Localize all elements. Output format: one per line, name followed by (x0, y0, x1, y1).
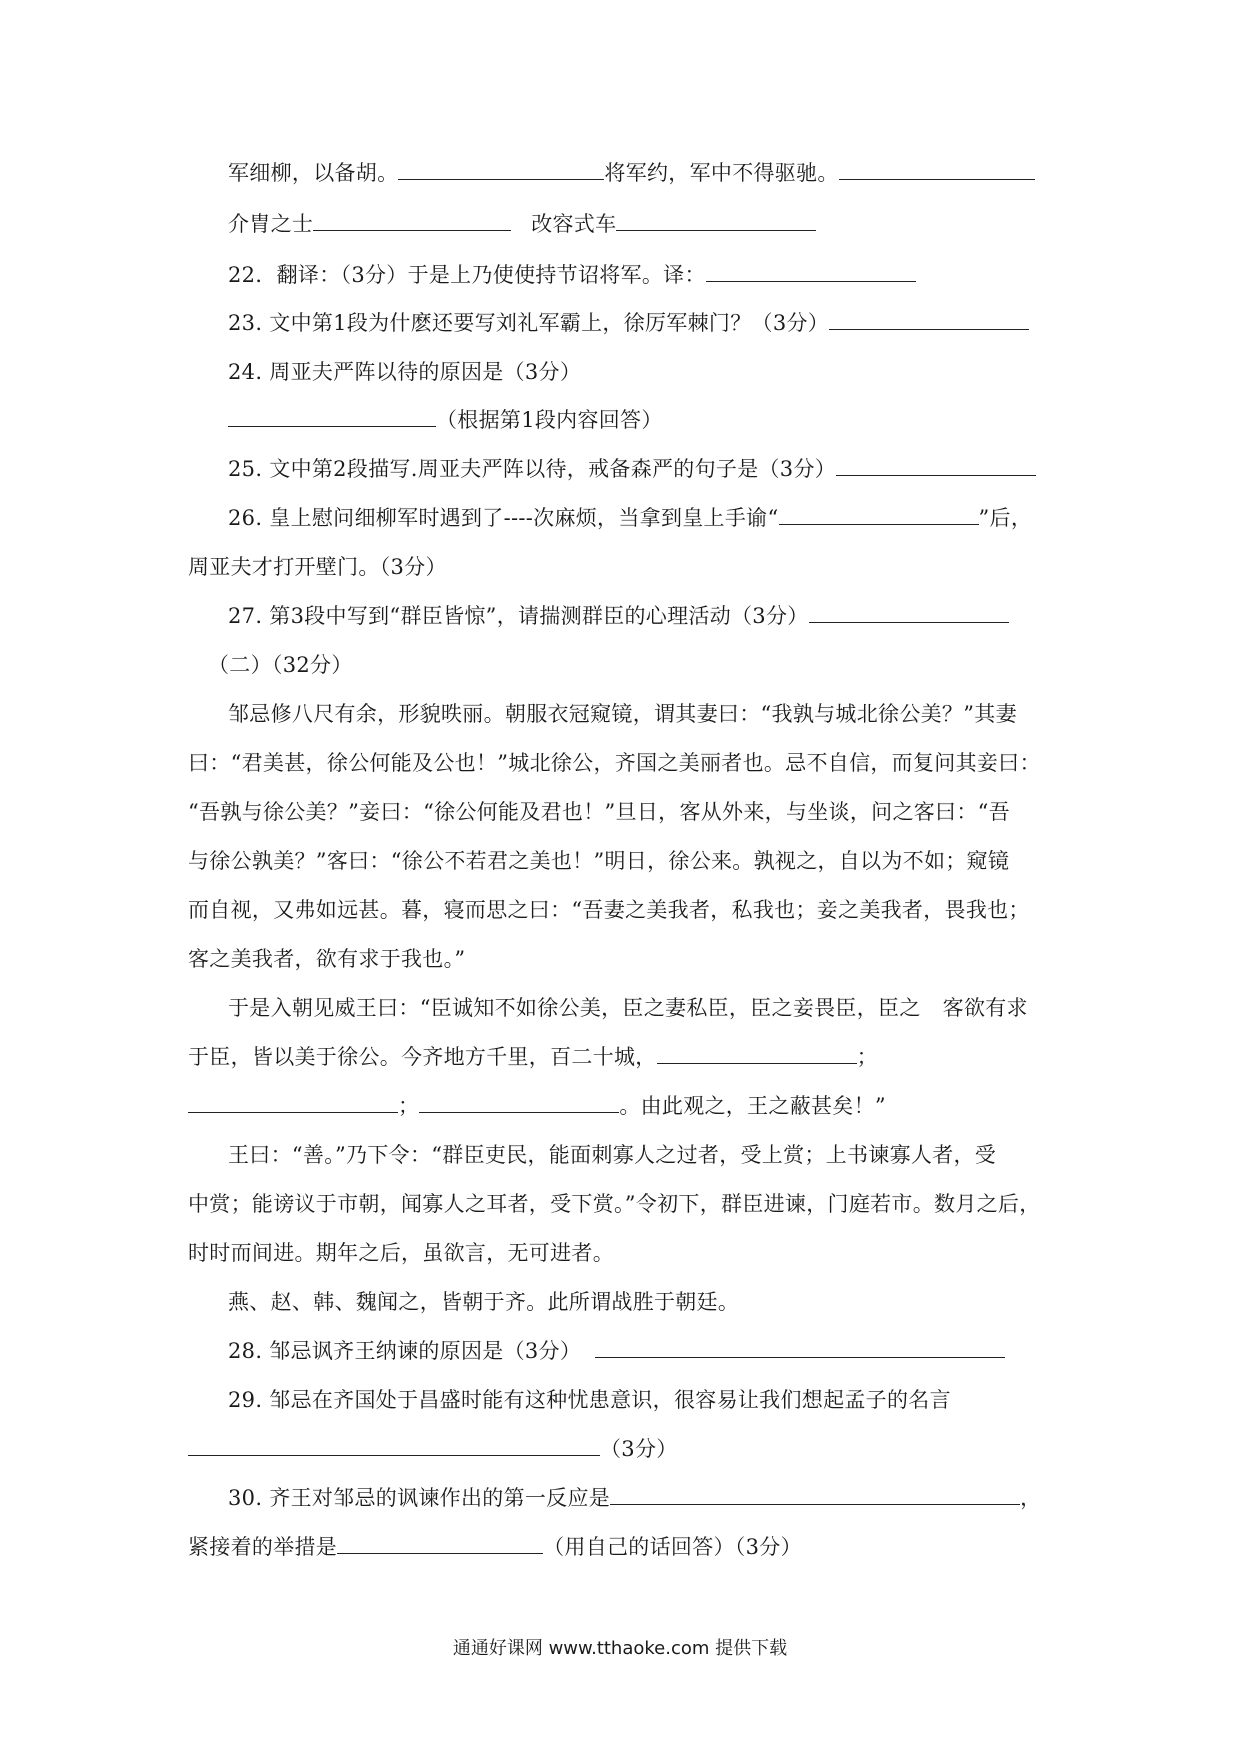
passage-line (188, 944, 465, 974)
text: 军细柳，以备胡。 (228, 161, 399, 185)
passage-line (228, 1140, 996, 1170)
answer-blank[interactable] (779, 503, 979, 525)
passage-line (188, 1091, 886, 1121)
answer-blank[interactable] (657, 1042, 857, 1064)
passage-line (188, 797, 1010, 827)
text: 于臣，皆以美于徐公。今齐地方千里，百二十城， (188, 1045, 657, 1069)
text: ； (398, 1094, 420, 1118)
text: （二）（32分） (208, 653, 353, 677)
answer-blank[interactable] (398, 158, 604, 180)
text: 周亚夫才打开壁门。（3分） (188, 555, 447, 579)
text: 23. 文中第1段为什麽还要写刘礼军霸上，徐厉军棘门？（3分） (228, 311, 830, 335)
question-30 (228, 1483, 1041, 1513)
text: ”后， (978, 506, 1033, 530)
passage-line (188, 846, 1009, 876)
answer-blank[interactable] (313, 209, 511, 231)
text: 与徐公孰美？”客曰：“徐公不若君之美也！”明日，徐公来。孰视之，自以为不如；窥镜 (188, 849, 1010, 873)
line-2 (228, 209, 816, 239)
text: 25. 文中第2段描写.周亚夫严阵以待，戒备森严的句子是（3分） (228, 457, 837, 481)
passage-line (188, 1238, 614, 1268)
text: （根据第1段内容回答） (436, 408, 663, 432)
answer-blank[interactable] (610, 1483, 1020, 1505)
answer-blank[interactable] (595, 1336, 1005, 1358)
text: 30. 齐王对邹忌的讽谏作出的第一反应是 (228, 1486, 611, 1510)
answer-blank[interactable] (839, 158, 1035, 180)
text: 。由此观之，王之蔽甚矣！” (619, 1094, 886, 1118)
question-24-answer (228, 405, 663, 435)
question-25 (228, 454, 1036, 484)
text: 22．翻译：（3分）于是上乃使使持节诏将军。译： (228, 263, 706, 287)
question-23 (228, 308, 1029, 338)
question-30-cont (188, 1532, 802, 1562)
passage-line (188, 1042, 878, 1072)
text: “吾孰与徐公美？”妾曰：“徐公何能及君也！”旦日，客从外来，与坐谈，问之客曰：“吾 (188, 800, 1010, 824)
question-29-answer (188, 1434, 678, 1464)
passage-line (188, 1189, 1041, 1219)
passage-line (228, 993, 1028, 1023)
passage-line (228, 1287, 739, 1317)
text: 改容式车 (531, 212, 617, 236)
text: 而自视，又弗如远甚。暮，寝而思之曰：“吾妻之美我者，私我也；妾之美我者，畏我也； (188, 898, 1030, 922)
text: 28. 邹忌讽齐王纳谏的原因是（3分） (228, 1339, 582, 1363)
question-29 (228, 1385, 951, 1415)
page-footer: 通通好课网 www.tthaoke.com 提供下载 (452, 1638, 788, 1659)
text: 24. 周亚夫严阵以待的原因是（3分） (228, 360, 582, 384)
text: 29. 邹忌在齐国处于昌盛时能有这种忧患意识，很容易让我们想起孟子的名言 (228, 1388, 951, 1412)
answer-blank[interactable] (706, 260, 916, 282)
text: 时时而间进。期年之后，虽欲言，无可进者。 (188, 1241, 614, 1265)
text: 客欲有求 (942, 996, 1028, 1020)
answer-blank[interactable] (829, 308, 1029, 330)
line-1 (228, 158, 1035, 188)
text: （3分） (600, 1437, 678, 1461)
text: （用自己的话回答）（3分） (543, 1535, 802, 1559)
question-22 (228, 260, 916, 290)
passage-line (228, 699, 1017, 729)
text: ， (1020, 1486, 1042, 1510)
text: 将军约，军中不得驱驰。 (604, 161, 839, 185)
text: 26. 皇上慰问细柳军时遇到了----次麻烦，当拿到皇上手谕“ (228, 506, 779, 530)
answer-blank[interactable] (337, 1532, 543, 1554)
question-27 (228, 601, 1009, 631)
question-26 (228, 503, 1032, 533)
text: 邹忌修八尺有余，形貌昳丽。朝服衣冠窥镜，谓其妻曰：“我孰与城北徐公美？”其妻 (228, 702, 1017, 726)
passage-line (188, 895, 1030, 925)
answer-blank[interactable] (188, 1434, 600, 1456)
text: 燕、赵、韩、魏闻之，皆朝于齐。此所谓战胜于朝廷。 (228, 1290, 740, 1314)
passage-line (188, 748, 1041, 778)
text: 客之美我者，欲有求于我也。” (188, 947, 466, 971)
text: 介胄之士 (228, 212, 314, 236)
answer-blank[interactable] (809, 601, 1009, 623)
section-heading (208, 650, 353, 680)
text: 曰：“君美甚，徐公何能及公也！”城北徐公，齐国之美丽者也。忌不自信，而复问其妾曰： (188, 751, 1041, 775)
answer-blank[interactable] (836, 454, 1036, 476)
answer-blank[interactable] (419, 1091, 619, 1113)
text: ； (856, 1045, 878, 1069)
question-26-cont (188, 552, 447, 582)
answer-blank[interactable] (188, 1091, 398, 1113)
text: 王曰：“善。”乃下令：“群臣吏民，能面刺寡人之过者，受上赏；上书谏寡人者，受 (228, 1143, 997, 1167)
answer-blank[interactable] (616, 209, 816, 231)
text: 中赏；能谤议于市朝，闻寡人之耳者，受下赏。”令初下，群臣进谏，门庭若市。数月之后， (188, 1192, 1041, 1216)
question-24 (228, 357, 581, 387)
text: 于是入朝见威王曰：“臣诚知不如徐公美，臣之妻私臣，臣之妾畏臣，臣之 (228, 996, 921, 1020)
text: 27. 第3段中写到“群臣皆惊”，请揣测群臣的心理活动（3分） (228, 604, 809, 628)
question-28 (228, 1336, 1005, 1366)
text: 紧接着的举措是 (188, 1535, 338, 1559)
answer-blank[interactable] (228, 405, 436, 427)
